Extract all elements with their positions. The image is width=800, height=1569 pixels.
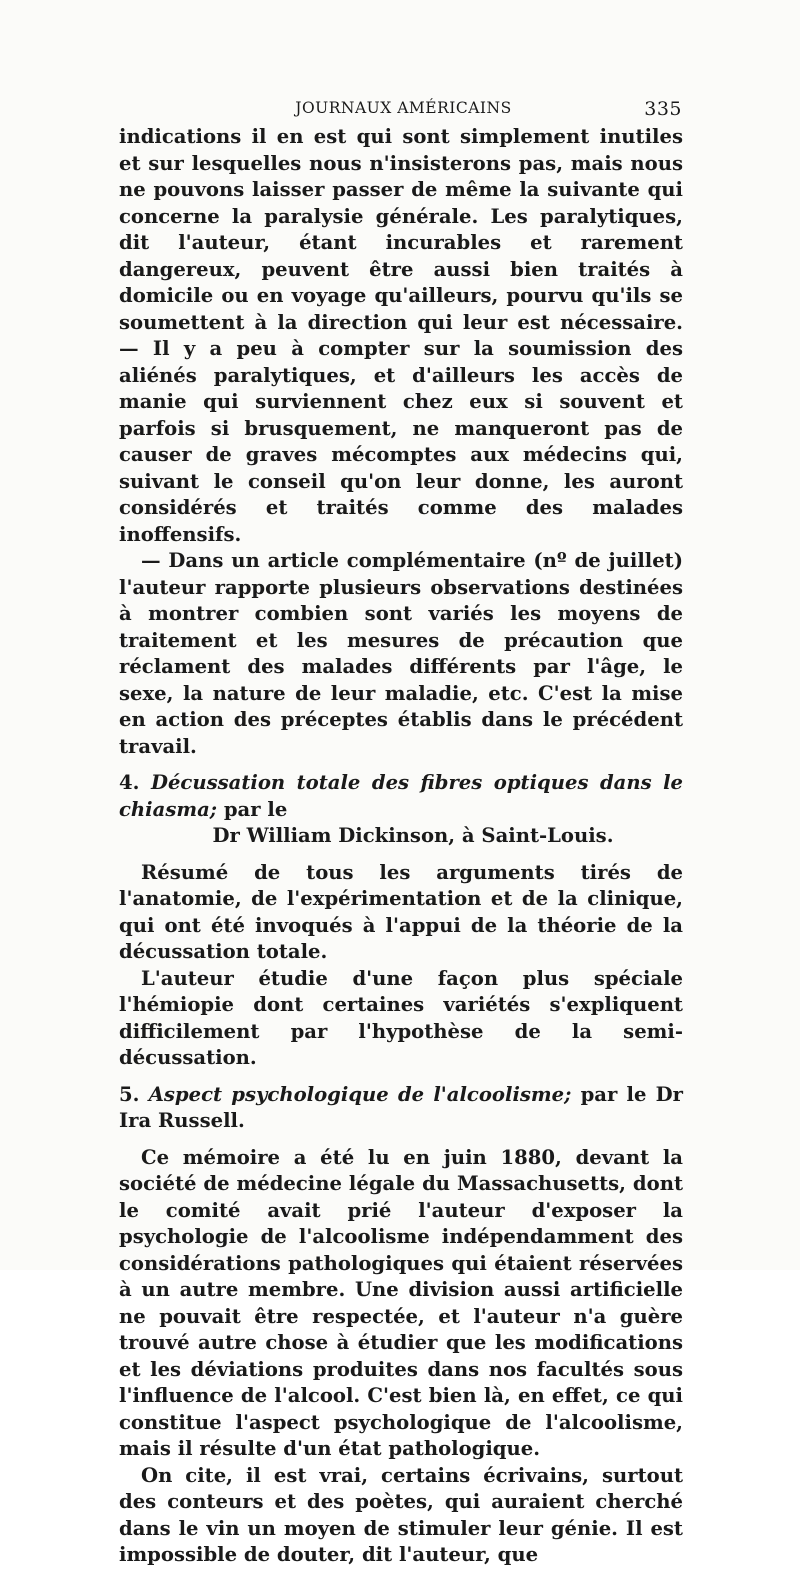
article-4-paragraph-2: L'auteur étudie d'une façon plus spéciale l'hémiopie dont certaines variétés s'expliquent difficilement par l'hypothèse de la semi-décussation. (119, 966, 683, 1069)
body-text (119, 124, 683, 1569)
article-5-title: Aspect psychologique de l'alcoolisme; (148, 1082, 572, 1106)
article-4-heading (119, 770, 683, 823)
paragraph-article-complementaire: — Dans un article complémentaire (nº de juillet) l'auteur rapporte plusieurs observations destinées à montrer combien sont variés les moyens de traitement et les mesures de précaution que réclament des malades différents par l'âge, le sexe, la nature de leur maladie, etc. C'est la mise en action des préceptes établis dans le précédent travail. (119, 549, 683, 758)
article-5-paragraph-2: On cite, il est vrai, certains écrivains, surtout des conteurs et des poètes, qui auraient cherché dans le vin un moyen de stimuler leur génie. Il est impossible de douter, dit l'auteur, que (119, 1463, 683, 1566)
article-4-number: 4. (119, 771, 140, 794)
article-4-title: Décussation totale des fibres optiques dans le chiasma; (119, 771, 683, 821)
article-5-author: par le Dr Ira Russell. (119, 1082, 683, 1132)
article-5-number: 5. (119, 1082, 140, 1106)
article-4-author: Dr William Dickinson, à Saint-Louis. (212, 824, 614, 847)
article-5-paragraph-1: Ce mémoire a été lu en juin 1880, devant la société de médecine légale du Massachusetts, dont le comité avait prié l'auteur d'exposer la psychologie de l'alcoolisme indépendamment des considérations pathologiques qui étaient réservées à un autre membre. Une division aussi artificielle ne pouvait être respectée, et l'auteur n'a guère trouvé autre chose à étudier que les modifications et les déviations produites dans nos facultés sous l'influence de l'alcool. C'est bien là, en effet, ce qui constitue l'aspect psychologique de l'alcoolisme, mais il résulte d'un état pathologique. (119, 1145, 683, 1460)
running-head (125, 99, 682, 123)
page-number: 335 (644, 98, 682, 120)
paragraph-paralysie: indications il en est qui sont simplement inutiles et sur lesquelles nous n'insisterons pas, mais nous ne pouvons laisser passer de même la suivante qui concerne la paralysie générale. Les paralytiques, dit l'auteur, étant incurables et rarement dangereux, peuvent être aussi bien traités à domicile ou en voyage qu'ailleurs, pourvu qu'ils se soumettent à la direction qui leur est nécessaire. — Il y a peu à compter sur la soumission des aliénés paralytiques, et d'ailleurs les accès de manie qui surviennent chez eux si souvent et parfois si brusquement, ne manqueront pas de causer de graves mécomptes aux médecins qui, suivant le conseil qu'on leur donne, les auront considérés et traités comme des malades inoffensifs. (119, 125, 683, 546)
article-5-heading (119, 1082, 683, 1135)
article-4-by: par le (223, 797, 288, 821)
article-4-paragraph-1: Résumé de tous les arguments tirés de l'anatomie, de l'expérimentation et de la clinique, qui ont été invoqués à l'appui de la théorie de la décussation totale. (119, 860, 683, 963)
running-title: JOURNAUX AMÉRICAINS (295, 99, 512, 117)
